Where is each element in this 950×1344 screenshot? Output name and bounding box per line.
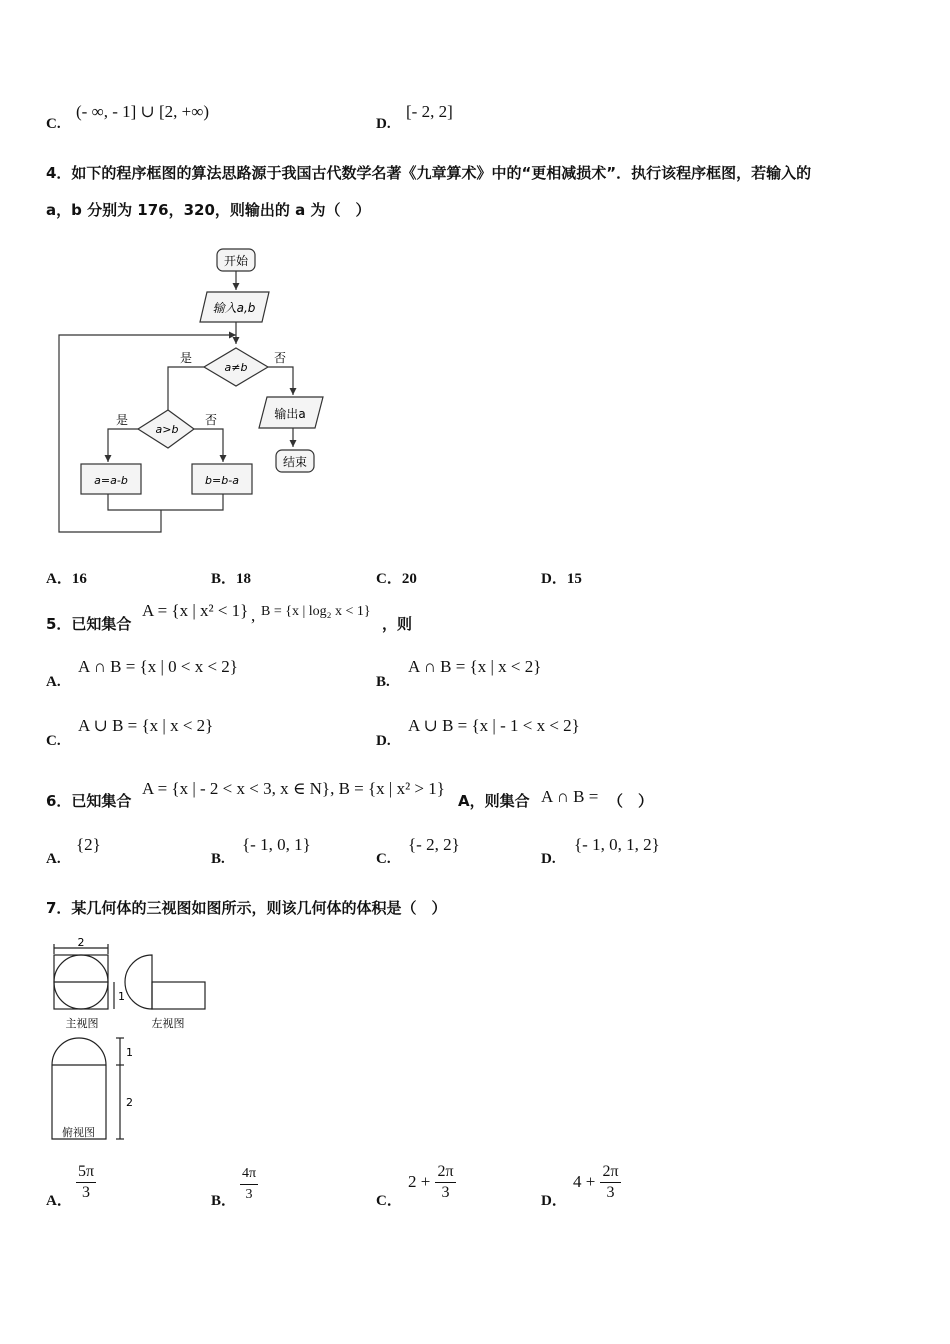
- q5-option-a-text: A ∩ B = {x | 0 < x < 2}: [78, 657, 238, 676]
- q5-option-c-label: C.: [46, 733, 61, 749]
- q7-three-views: [44, 934, 234, 1144]
- q3-option-d-text: [- 2, 2]: [406, 102, 453, 121]
- q5-option-a-label: A.: [46, 674, 61, 690]
- q4-stem-line2: a，b 分别为 176，320，则输出的 a 为（ ）: [46, 201, 371, 219]
- q7-stem: 7．某几何体的三视图如图所示，则该几何体的体积是（ ）: [46, 899, 447, 917]
- q5-option-b-label: B.: [376, 674, 390, 690]
- flow-end-text: 结束: [282, 455, 308, 469]
- flow-left-text: a=a-b: [94, 474, 128, 487]
- q6-option-d-label: D.: [541, 851, 556, 867]
- q5-set-b: B = {x | log₂ x < 1}: [261, 604, 371, 619]
- q5-prefix: 5．已知集合: [46, 615, 132, 633]
- q6-suffix: （ ）: [608, 792, 654, 810]
- q7-option-c-value: 2 + $\frac{2\pi}{3}$: [408, 1163, 454, 1201]
- flow-no1: 否: [274, 351, 287, 365]
- q4-option-a: A．16: [46, 571, 87, 587]
- q4-option-d: D．15: [541, 571, 582, 587]
- q5-set-a: A = {x | x² < 1}: [142, 601, 249, 620]
- q4-flowchart: [50, 240, 340, 540]
- left-view-label: 左视图: [151, 1017, 185, 1030]
- q7-option-b-value: $\frac{4\pi}{3}$: [242, 1166, 257, 1202]
- q6-sets: A = {x | - 2 < x < 3, x ∈ N}, B = {x | x² > 1}: [142, 779, 445, 798]
- q6-option-c-text: {- 2, 2}: [408, 835, 460, 854]
- dim-top-2: 2: [126, 1096, 133, 1109]
- left-view-rect: [152, 982, 205, 1009]
- front-view-label: 主视图: [65, 1017, 99, 1030]
- flow-cond1-text: a≠b: [224, 361, 248, 374]
- q7-option-c-label: C．: [376, 1193, 402, 1209]
- q6-option-a-label: A.: [46, 851, 61, 867]
- q3-option-c-label: C.: [46, 116, 61, 132]
- q7-option-d-label: D．: [541, 1193, 567, 1209]
- flow-no2: 否: [205, 413, 218, 427]
- q5-option-d-label: D.: [376, 733, 391, 749]
- q5-suffix: ，则: [382, 615, 413, 633]
- q3-option-d-label: D.: [376, 116, 391, 132]
- q6-option-b-label: B.: [211, 851, 225, 867]
- q6-option-c-label: C.: [376, 851, 391, 867]
- dim-width: 2: [77, 936, 85, 949]
- dim-front-h: 1: [118, 990, 125, 1003]
- q6-option-a-text: {2}: [76, 835, 101, 854]
- flow-output-text: 输出a: [274, 407, 306, 421]
- flow-right-text: b=b-a: [205, 474, 239, 487]
- flow-yes1: 是: [180, 351, 193, 365]
- q5-option-c-text: A ∪ B = {x | x < 2}: [78, 716, 214, 735]
- q4-option-b: B．18: [211, 571, 252, 587]
- top-view-caption: 俯视图: [62, 1126, 95, 1139]
- q6-suffix-a: A，则集合: [458, 792, 530, 810]
- q7-option-d-value: 4 + $\frac{2\pi}{3}$: [573, 1163, 619, 1201]
- flow-input-text: 输入a,b: [212, 301, 256, 315]
- q7-option-b-label: B．: [211, 1193, 237, 1209]
- q6-prefix: 6．已知集合: [46, 792, 132, 810]
- q7-option-a-value: $\frac{5\pi}{3}$: [78, 1163, 95, 1201]
- left-view-semicircle: [125, 955, 152, 1009]
- q3-option-c-text: (- ∞, - 1] ∪ [2, +∞): [76, 102, 210, 121]
- dim-top-1: 1: [126, 1046, 133, 1059]
- q6-expr: A ∩ B =: [541, 787, 599, 806]
- q5-option-b-text: A ∩ B = {x | x < 2}: [408, 657, 542, 676]
- q6-option-d-text: {- 1, 0, 1, 2}: [574, 835, 660, 854]
- flow-start-text: 开始: [223, 254, 249, 268]
- q5-sep: ,: [251, 606, 256, 625]
- q5-option-d-text: A ∪ B = {x | - 1 < x < 2}: [408, 716, 580, 735]
- q4-option-c: C．20: [376, 571, 417, 587]
- flow-cond2-text: a>b: [155, 423, 179, 436]
- q7-option-a-label: A．: [46, 1193, 72, 1209]
- flow-yes2: 是: [116, 413, 129, 427]
- q6-option-b-text: {- 1, 0, 1}: [242, 835, 311, 854]
- q4-stem-line1: 4．如下的程序框图的算法思路源于我国古代数学名著《九章算术》中的“更相减损术”．执行该程序框图，若输入的: [46, 164, 812, 182]
